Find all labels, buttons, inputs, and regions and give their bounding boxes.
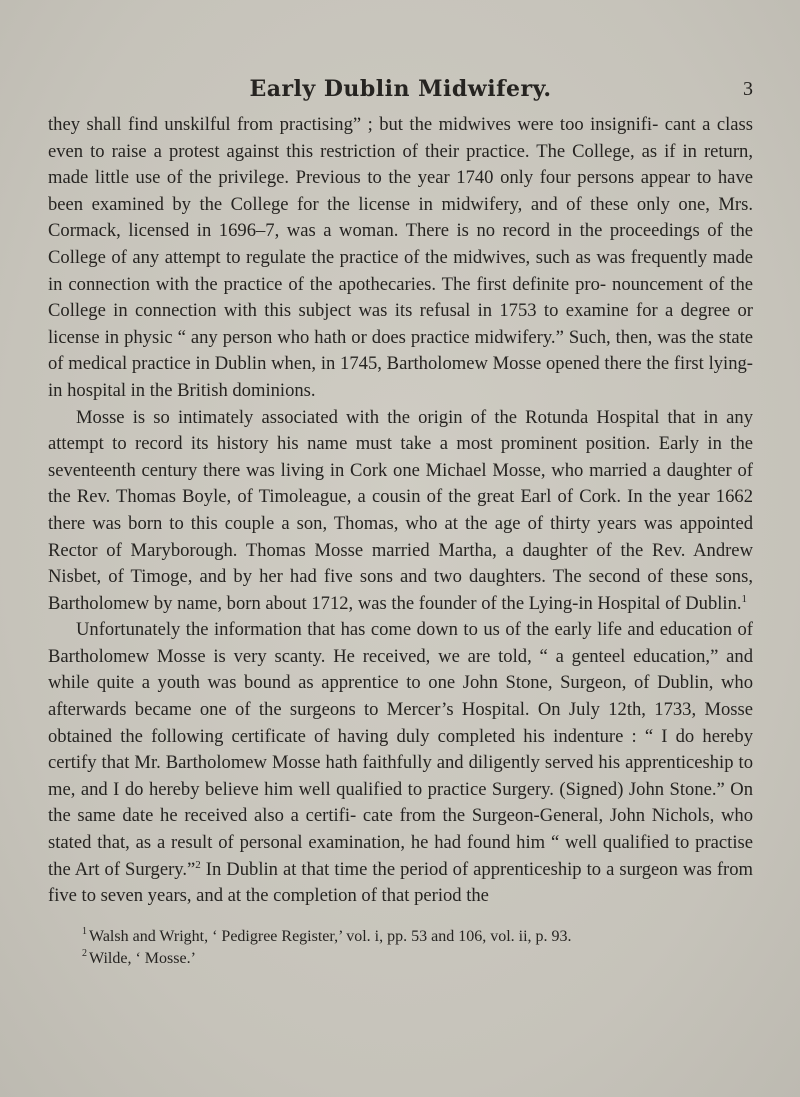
body-text (48, 112, 753, 910)
footnote-ref-1: 1 (741, 592, 748, 605)
paragraph-2: Mosse is so intimately associated with the origin of the Rotunda Hospital that in any attempt to record its history his name must take a most prominent position. Early in the seventeenth century there was living in Cork one Michael Mosse, who married a daughter of the Rev. Thomas Boyle, of Timoleague, a cousin of the great Earl of Cork. In the year 1662 there was born to this couple a son, Thomas, who at the age of thirty years was appointed Rector of Maryborough. Thomas Mosse married Martha, a daughter of the Rev. Andrew Nisbet, of Timoge, and by her had five sons and two daughters. The second of these sons, Bartholomew by name, born about 1712, was the founder of the Lying-in Hospital of Dublin.$^1$ (48, 406, 753, 614)
page-title: Early Dublin Midwifery. (249, 76, 552, 102)
book-page (48, 76, 753, 970)
footnote-1: $^1$ Walsh and Wright, ‘ Pedigree Register,’ vol. i, pp. 53 and 106, vol. ii, p. 93. (82, 926, 572, 945)
footnote-mark: 2 (82, 948, 87, 960)
footnotes (48, 926, 753, 970)
footnote-2: $^2$ Wilde, ‘ Mosse.’ (82, 948, 196, 967)
running-header (48, 76, 753, 112)
footnote-mark: 1 (82, 926, 87, 938)
page-number: 3 (743, 78, 753, 100)
paragraph-1: they shall find unskilful from practising” ; but the midwives were too insignifi- cant a class even to raise a protest against this restriction of their practice. The College, as if in return, made little use of the privilege. Previous to the year 1740 only four persons appear to have been examined by the College for the license in midwifery, and of these only one, Mrs. Cormack, licensed in 1696–7, was a woman. There is no record in the proceedings of the College of any attempt to regulate the practice of the midwives, such as was frequently made in connection with the practice of the apothecaries. The first definite pro- nouncement of the College in connection with this subject was its refusal in 1753 to examine for a degree or license in physic “ any person who hath or does practice midwifery.” Such, then, was the state of medical practice in Dublin when, in 1745, Bartholomew Mosse opened there the first lying-in hospital in the British dominions. (48, 114, 753, 401)
footnote-ref-2: 2 (195, 858, 201, 871)
paragraph-3: Unfortunately the information that has come down to us of the early life and education of Bartholomew Mosse is very scanty. He received, we are told, “ a genteel education,” and while quite a youth was bound as apprentice to one John Stone, Surgeon, of Dublin, who afterwards became one of the surgeons to Mercer’s Hospital. On July 12th, 1733, Mosse obtained the following certificate of having duly completed his indenture : “ I do hereby certify that Mr. Bartholomew Mosse hath faithfully and diligently served his apprenticeship to me, and I do hereby believe him well qualified to practice Surgery. (Signed) John Stone.” On the same date he received also a certifi- cate from the Surgeon-General, John Nichols, who stated that, as a result of personal examination, he had found him “ well qualified to practise the Art of Surgery.”$^2$ In Dublin at that time the period of apprenticeship to a surgeon was from five to seven years, and at the completion of that period the (48, 619, 754, 907)
